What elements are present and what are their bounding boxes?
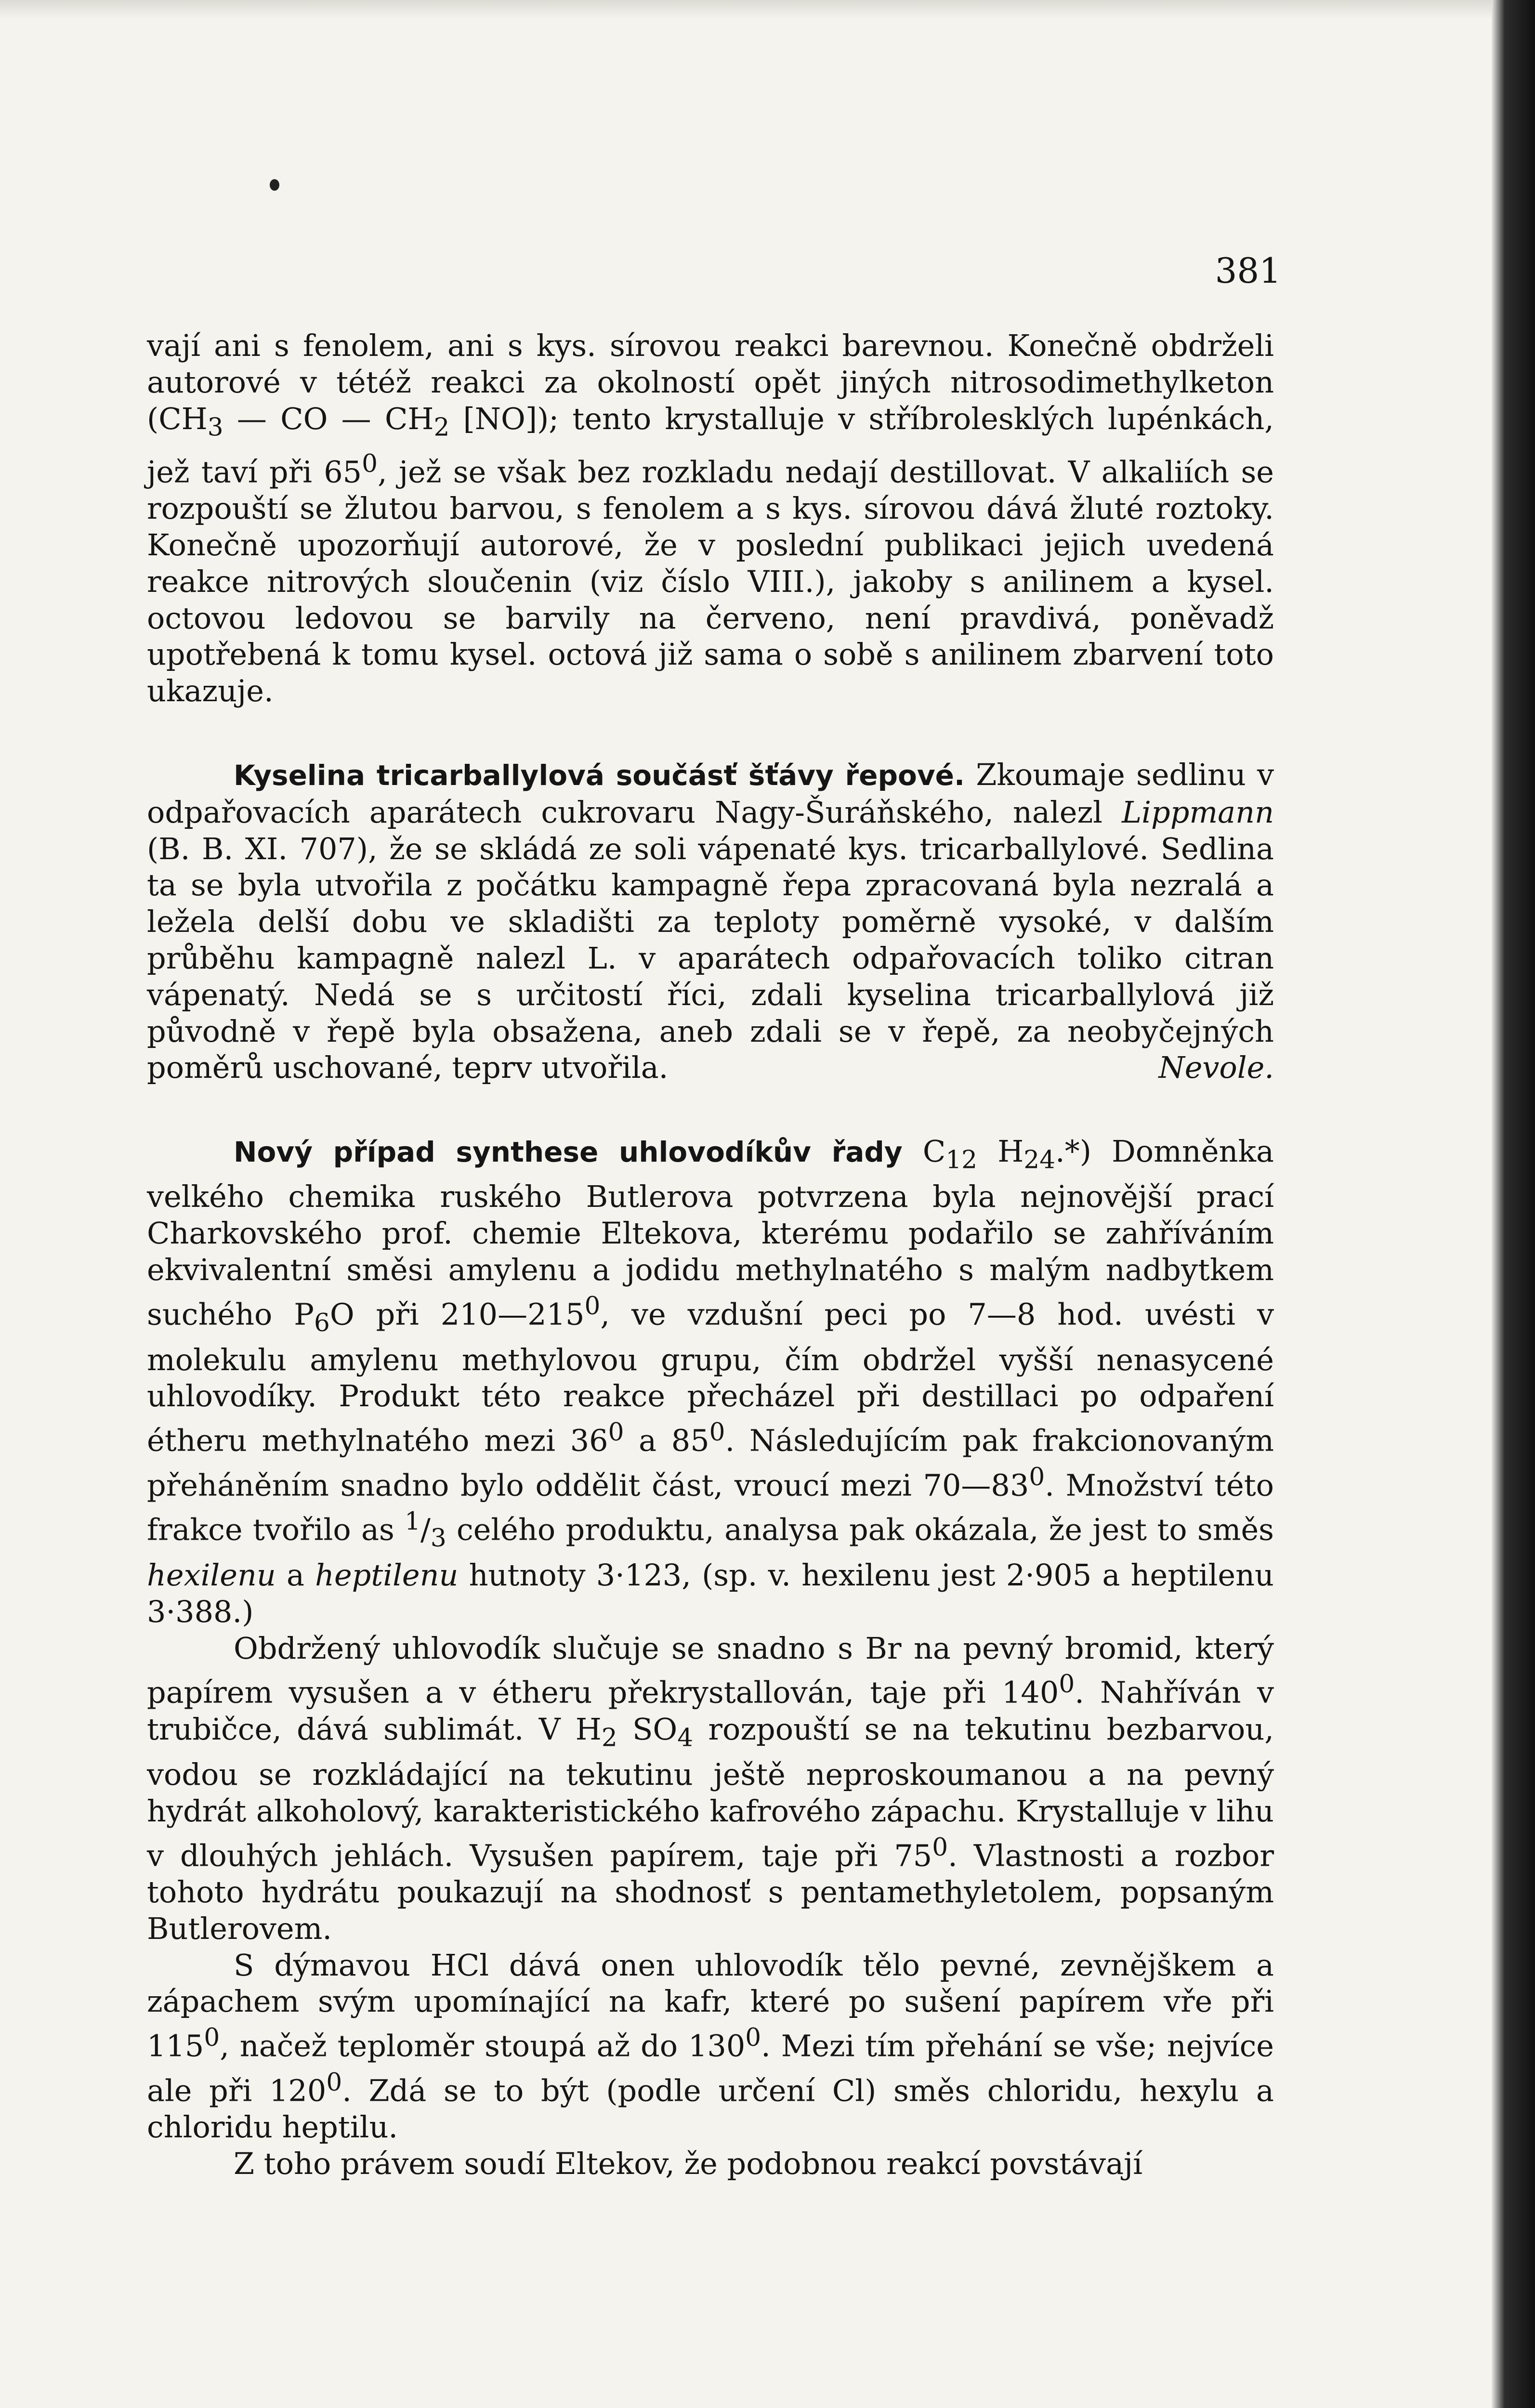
text-run: 3 — [430, 1524, 446, 1553]
text-run: Lippmann — [1122, 794, 1274, 830]
text-run: Z toho právem soudí Eltekov, že podobnou reakcí povstávají — [234, 2146, 1143, 2181]
section-heading: Kyselina tricarballylová součásť šťávy řepové. — [234, 759, 965, 792]
paragraph — [147, 757, 1274, 1086]
author-signature: Nevole. — [1158, 1050, 1274, 1086]
text-run: / — [420, 1512, 431, 1547]
paragraph — [147, 327, 1274, 709]
text-run: , jež se však bez rozkladu nedají destillovat. V alkaliích se rozpouští se žlutou barvou, s fenolem a s kys. sírovou dává žluté roztoky. Konečně upozorňují autorové, že v poslední publikaci jejich uvedená reakce nitrových sloučenin (viz číslo VIII.), jakoby s anilinem a kysel. octovou ledovou se barvily na červeno, není pravdivá, poněvadž upotřebená k tomu kysel. octová již sama o sobě s anilinem zbarvení toto ukazuje. — [147, 454, 1274, 709]
text-run: 1 — [405, 1507, 420, 1536]
text-run: .*) Domněnka velkého chemika ruského Butlerova potvrzena byla nejnovější prací Charkovského prof. chemie Eltekova, kterému podařilo se zahříváním ekvivalentní směsi amylenu a jodidu methylnatého s malým nadbytkem suchého P — [147, 1134, 1274, 1332]
text-run: Obdržený uhlovodík slučuje se snadno s Br na pevný bromid, který papírem vysušen a v étheru překrystallován, taje při 140 — [147, 1630, 1274, 1710]
text-run: vají ani s fenolem, ani s kys. sírovou reakci barevnou. Konečně obdrželi autorové v tétéž reakci za okolností opět jiných nitrosodimethylketon (CH — [147, 328, 1274, 436]
text-run: 0 — [709, 1418, 725, 1447]
text-run: a — [276, 1557, 315, 1593]
text-run: 12 — [945, 1145, 978, 1175]
text-run: 0 — [1059, 1670, 1075, 1699]
text-run: 0 — [745, 2023, 761, 2053]
section-heading: Nový případ synthese uhlovodíkův řady — [234, 1136, 903, 1169]
text-run: . Mezi tím přehání se vše; nejvíce ale při 120 — [147, 2028, 1274, 2108]
text-run: hexilenu — [147, 1557, 276, 1593]
paragraph — [147, 1947, 1274, 2146]
text-run: 2 — [601, 1723, 617, 1753]
text-run: . Množství této frakce tvořilo as — [147, 1467, 1274, 1547]
text-run: 0 — [1029, 1462, 1045, 1492]
paragraph — [147, 2146, 1274, 2182]
text-run: , načež teploměr stoupá až do 130 — [220, 2028, 746, 2064]
text-run: 4 — [677, 1723, 694, 1753]
text-run: H — [977, 1134, 1024, 1169]
text-run: 0 — [204, 2023, 220, 2053]
text-run: SO — [617, 1711, 678, 1747]
text-run: hutnoty 3·123, (sp. v. hexilenu jest 2·905 a heptilenu 3·388.) — [147, 1557, 1274, 1629]
text-run: heptilenu — [315, 1557, 459, 1593]
text-run: O při 210—215 — [329, 1296, 585, 1332]
text-run: — CO — CH — [223, 401, 434, 436]
text-run: celého produktu, analysa pak okázala, že jest to směs — [446, 1512, 1274, 1547]
paragraph — [147, 1133, 1274, 1630]
text-run: rozpouští se na tekutinu bezbarvou, vodou se rozkládající na tekutinu ještě neproskoumanou a na pevný hydrát alkoholový, karakteristického kafrového zápachu. Krystalluje v lihu v dlouhých jehlách. Vysušen papírem, taje při 75 — [147, 1711, 1274, 1873]
text-run: [NO]); tento krystalluje v stříbrolesklých lupénkách, jež taví při 65 — [147, 401, 1274, 490]
text-run: 3 — [207, 412, 223, 442]
text-run: . Nahříván v trubičce, dává sublimát. V H — [147, 1675, 1274, 1747]
text-run: S dýmavou HCl dává onen uhlovodík tělo pevné, zevnějškem a zápachem svým upomínající na kafr, které po sušení papírem vře při 115 — [147, 1947, 1274, 2064]
text-run: . Následujícím pak frakcionovaným přeháněním snadno bylo oddělit část, vroucí mezi 70—83 — [147, 1423, 1274, 1503]
body-text — [147, 327, 1274, 2182]
text-run: 0 — [326, 2068, 342, 2097]
ink-speck — [270, 179, 279, 191]
text-run: (B. B. XI. 707), že se skládá ze soli vápenaté kys. tricarballylové. Sedlina ta se byla utvořila z počátku kampagně řepa zpracovaná byla nezralá a ležela delší dobu ve skladišti za teploty poměrně vysoké, v dalším průběhu kampagně nalezl L. v aparátech odpařovacích toliko citran vápenatý. Nedá se s určitostí říci, zdali kyselina tricarballylová již původně v řepě byla obsažena, aneb zdali se v řepě, za neobyčejných poměrů uschované, teprv utvořila. — [147, 831, 1274, 1086]
text-run: 0 — [608, 1418, 624, 1447]
text-run: 24 — [1023, 1145, 1056, 1175]
text-run: , ve vzdušní peci po 7—8 hod. uvésti v molekulu amylenu methylovou grupu, čím obdržel vyšší nenasycené uhlovodíky. Produkt této reakce přecházel při destillaci po odpaření étheru methylnatého mezi 36 — [147, 1296, 1274, 1458]
text-run: . Zdá se to být (podle určení Cl) směs chloridu, hexylu a chloridu heptilu. — [147, 2073, 1274, 2145]
text-run: . Vlastnosti a rozbor tohoto hydrátu poukazují na shodnosť s pentamethyletolem, popsaným Butlerovem. — [147, 1838, 1274, 1946]
page-number: 381 — [1215, 250, 1281, 291]
page-top-shadow — [0, 0, 1535, 19]
paragraph — [147, 1630, 1274, 1947]
text-run: 0 — [932, 1832, 948, 1862]
text-run: 0 — [362, 449, 378, 478]
text-run: 0 — [584, 1291, 601, 1321]
page-right-edge — [1492, 0, 1535, 2408]
text-run: 2 — [433, 412, 450, 442]
text-run: C — [902, 1134, 946, 1169]
text-run: Zkoumaje sedlinu v odpařovacích aparátech cukrovaru Nagy-Šuráňského, nalezl — [147, 757, 1274, 830]
text-run: a 85 — [624, 1423, 709, 1458]
text-run: 6 — [314, 1308, 330, 1337]
